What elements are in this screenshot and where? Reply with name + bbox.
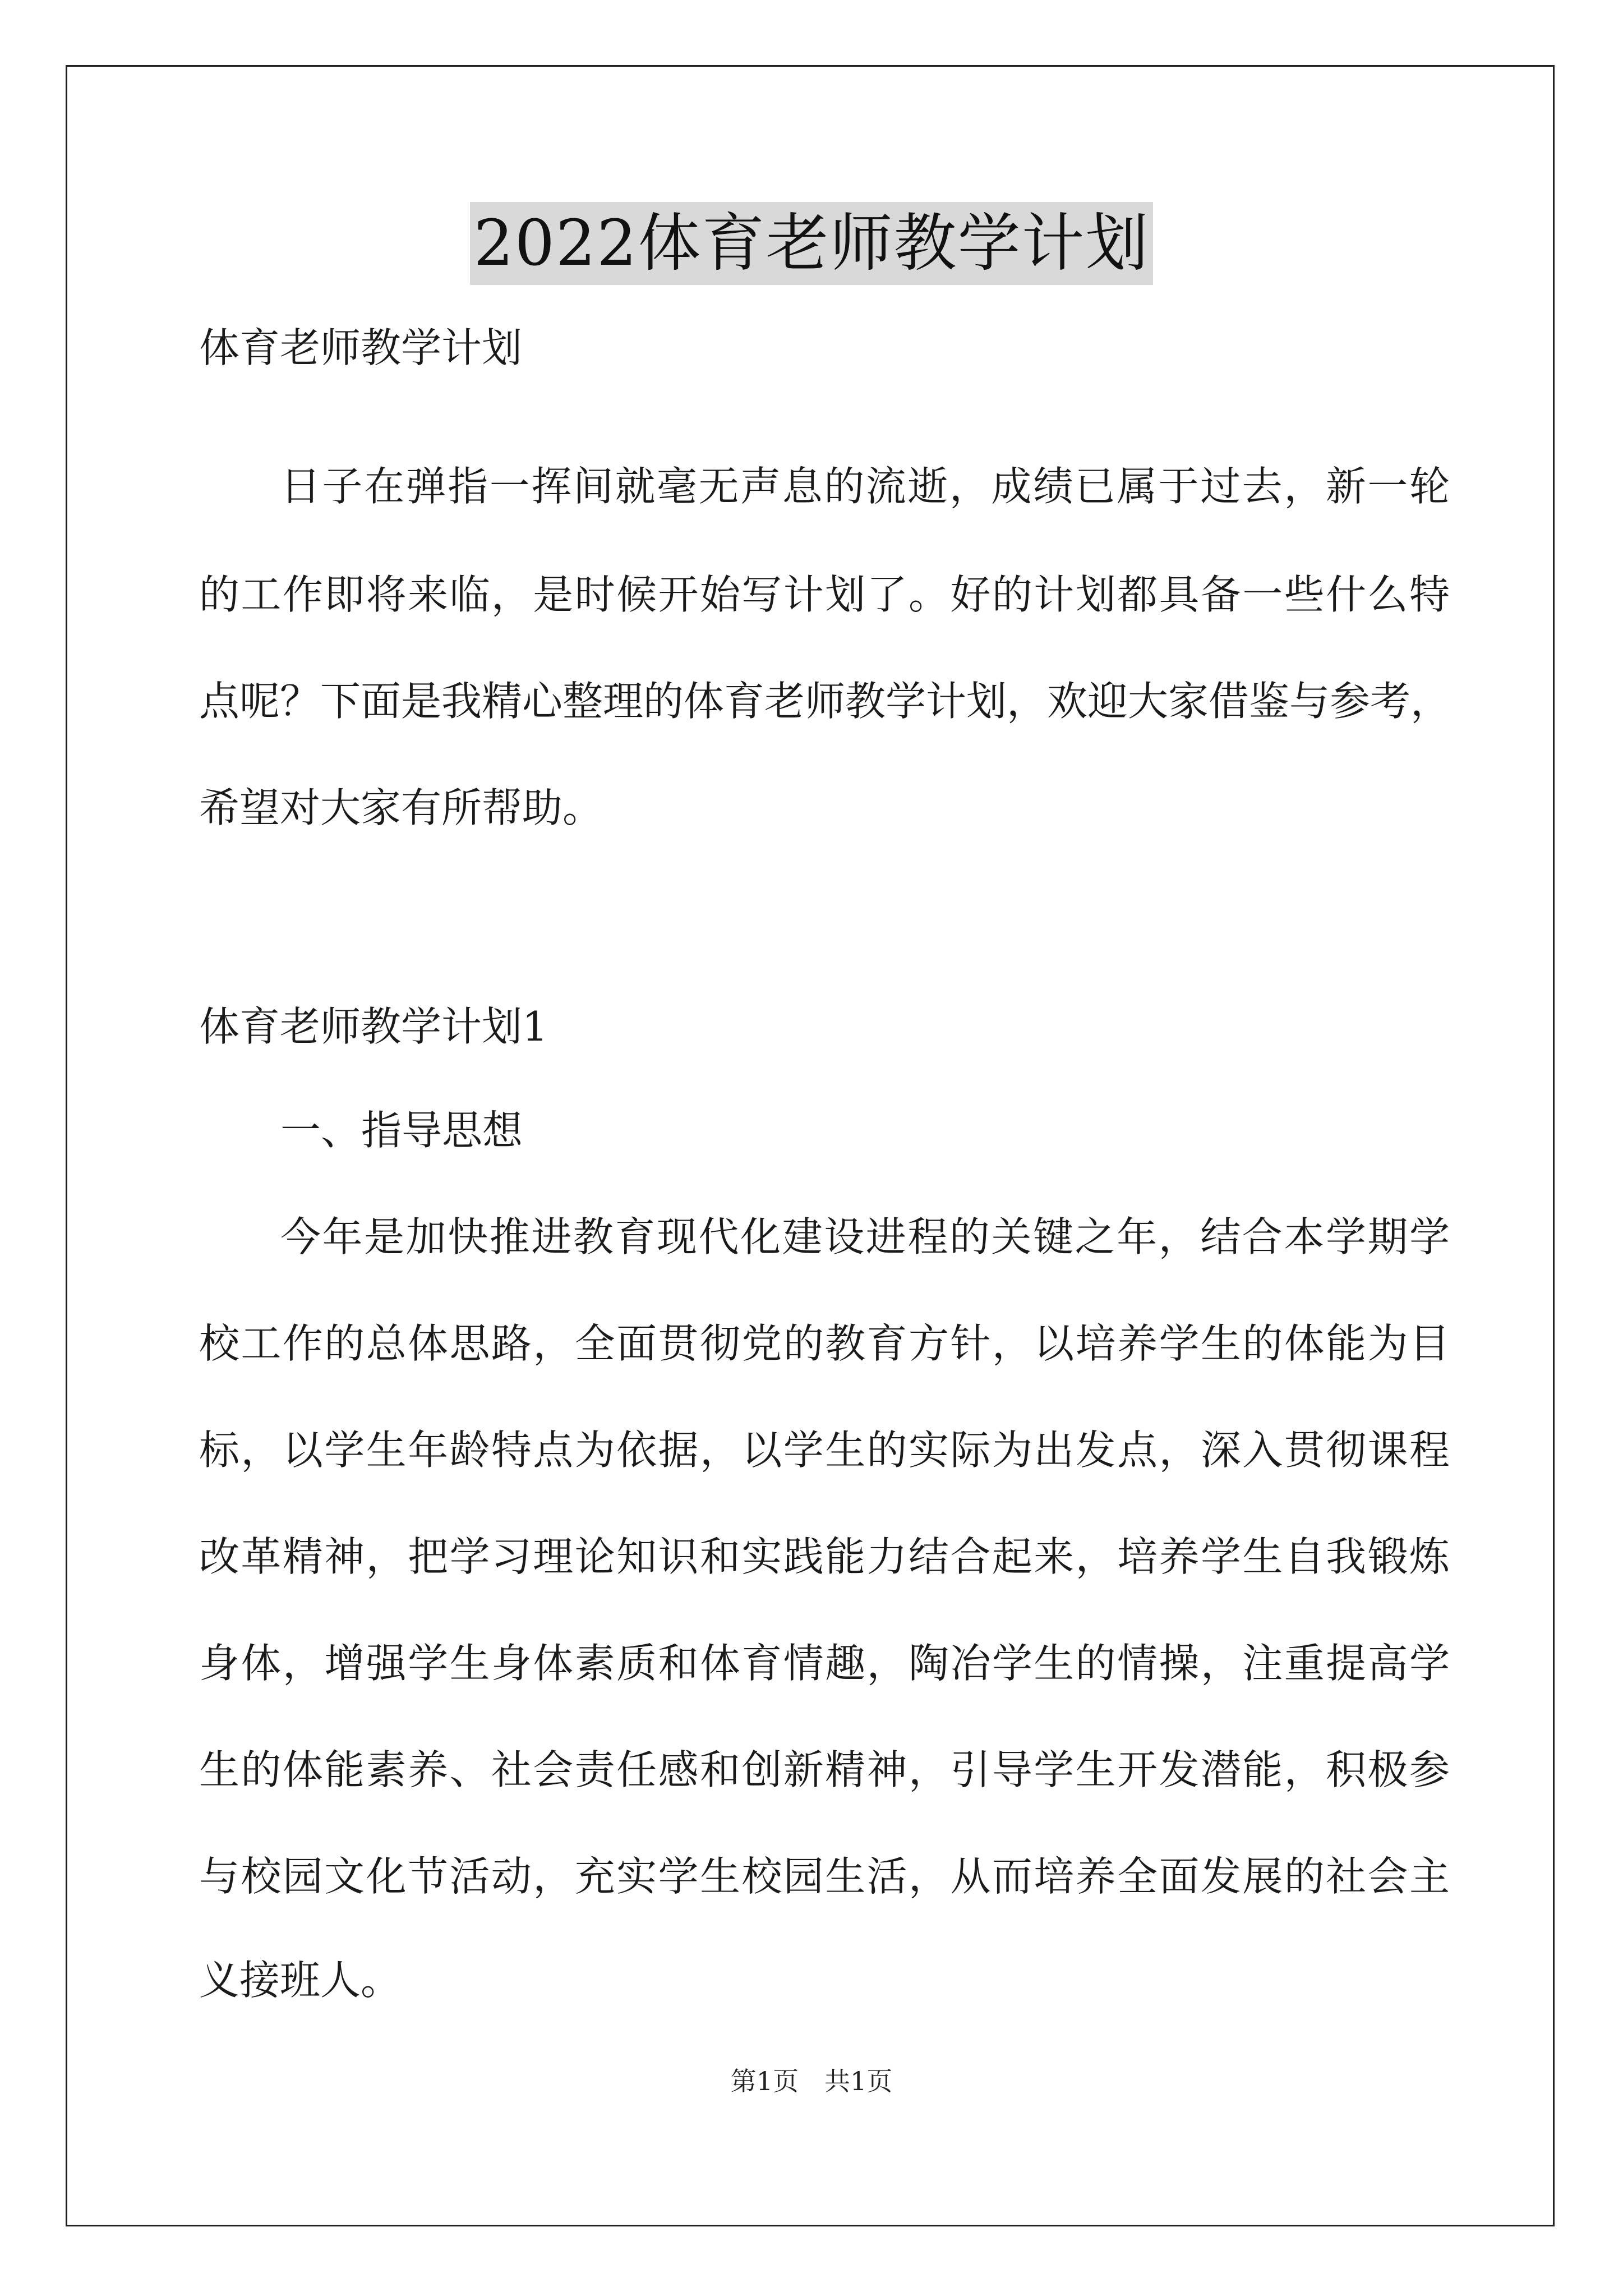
body-line-4: 改革精神，把学习理论知识和实践能力结合起来，培养学生自我锻炼 xyxy=(199,1533,1450,1580)
page-footer: 第1页 共1页 xyxy=(730,2066,893,2096)
intro-line-2: 的工作即将来临，是时候开始写计划了。好的计划都具备一些什么特 xyxy=(199,571,1450,618)
body-line-3: 标，以学生年龄特点为依据，以学生的实际为出发点，深入贯彻课程 xyxy=(199,1427,1450,1474)
intro-line-1: 日子在弹指一挥间就毫无声息的流逝，成绩已属于过去，新一轮 xyxy=(280,463,1450,510)
body-line-5: 身体，增强学生身体素质和体育情趣，陶冶学生的情操，注重提高学 xyxy=(199,1640,1450,1687)
body-line-6: 生的体能素养、社会责任感和创新精神，引导学生开发潜能，积极参 xyxy=(199,1746,1450,1793)
intro-line-4: 希望对大家有所帮助。 xyxy=(199,784,603,831)
section-title: 体育老师教学计划1 xyxy=(199,1003,548,1050)
body-line-7: 与校园文化节活动，充实学生校园生活，从而培养全面发展的社会主 xyxy=(199,1853,1450,1900)
title-container xyxy=(0,202,1623,285)
intro-line-3: 点呢？下面是我精心整理的体育老师教学计划，欢迎大家借鉴与参考， xyxy=(199,678,1451,725)
body-line-8: 义接班人。 xyxy=(199,1957,402,2004)
body-line-1: 今年是加快推进教育现代化建设进程的关键之年，结合本学期学 xyxy=(280,1213,1450,1260)
heading-guiding-thought: 一、指导思想 xyxy=(280,1107,523,1154)
body-line-2: 校工作的总体思路，全面贯彻党的教育方针，以培养学生的体能为目 xyxy=(199,1320,1450,1367)
document-title: 2022体育老师教学计划 xyxy=(470,202,1152,285)
document-subtitle: 体育老师教学计划 xyxy=(199,324,523,371)
